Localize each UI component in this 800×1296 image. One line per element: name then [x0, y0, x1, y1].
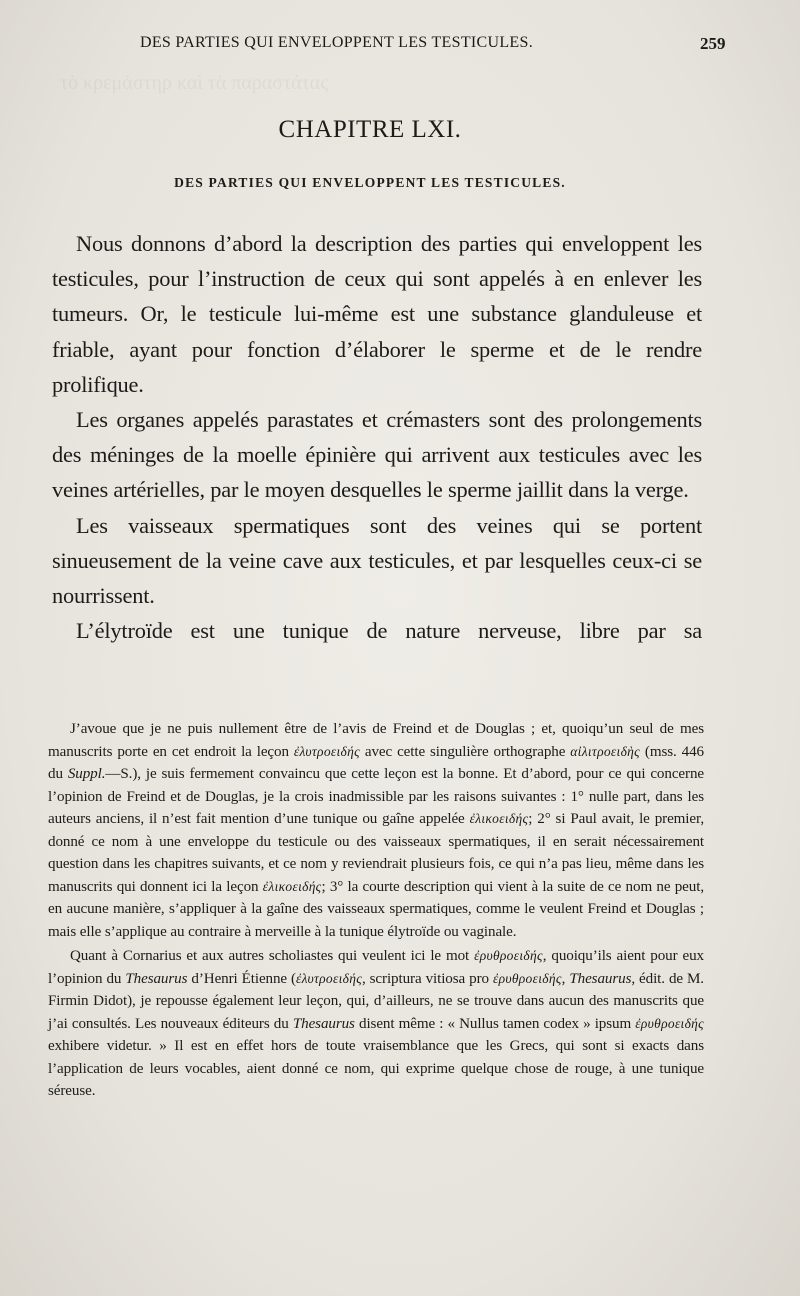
greek-word: ἐρυθροειδής: [635, 1015, 704, 1031]
footnote-paragraph-2: [48, 945, 704, 1103]
footnote-text: , quoiqu’ils aient pour eux l’opinion du: [48, 948, 704, 987]
footnote-paragraph-1: [48, 718, 704, 943]
suppl-abbrev: Suppl.: [67, 766, 106, 782]
footnote-text: Quant à Cornarius et aux autres scholiastes qui veulent ici le mot: [70, 948, 470, 964]
show-through-text: τὸ κρεμάστηρ καὶ τὰ παραστάτας: [60, 72, 328, 94]
footnote-text: J’avoue que je ne puis nullement être de l’avis de Freind et de Douglas ; et, quoiqu’un seul de mes manuscrits porte en cet endroit la leçon: [48, 721, 704, 760]
thesaurus-title: Thesaurus: [569, 970, 632, 987]
chapter-title: CHAPITRE LXI.: [278, 116, 462, 143]
greek-word: ἐρυθροειδής: [492, 970, 562, 986]
thesaurus-title: Thesaurus: [292, 1015, 355, 1032]
paragraph-spermatic-vessels: Les vaisseaux spermatiques sont des veines qui se portent sinueusement de la veine cave aux testicules, et par lesquelles ceux-ci se nourrissent.: [52, 512, 702, 609]
footnote-text: exhibere videtur. » Il est en effet hors de toute vraisemblance que les Grecs, qui sont si exacts dans l’application de leurs vocables, aient donné ce nom, qui exprime quelque chose de rouge, à une tunique séreuse.: [48, 1038, 704, 1099]
greek-word: ἐλικοειδής: [262, 878, 322, 894]
main-text: [52, 226, 702, 648]
footnote-text: , scriptura vitiosa pro: [361, 970, 489, 987]
footnote-text: ; 2° si Paul avait, le premier, donné ce nom à une enveloppe du testicule ou des vaisseaux spermatiques, il en serait nécessairement question dans les chapitres suivants, et ce nom y reviendrait plusieurs fois, ce qui n’a pas lieu, même dans les manuscrits qui donnent ici la leçon: [48, 811, 704, 895]
thesaurus-title: Thesaurus: [125, 970, 188, 987]
greek-word: αἰλιτροειδὴς: [570, 743, 640, 759]
footnote-text: avec cette singulière orthographe: [364, 743, 566, 760]
footnote: [48, 718, 704, 1103]
footnote-text: —S.), je suis fermement convaincu que cette leçon est la bonne. Et d’abord, pour ce qui concerne l’opinion de Freind et de Douglas, je la crois inadmissible par les raisons suivantes : 1° nulle part, dans les auteurs anciens, il n’est fait mention d’une tunique ou gaîne appelée: [48, 766, 704, 827]
paragraph-parastates: Les organes appelés parastates et crémasters sont des prolongements des méninges de la moelle épinière qui arrivent aux testicules avec les veines artérielles, par le moyen desquelles le sperme jaillit dans la verge.: [52, 407, 702, 503]
greek-word: ἐλυτροειδής: [295, 970, 362, 986]
running-head: DES PARTIES QUI ENVELOPPENT LES TESTICULES.: [140, 34, 534, 51]
footnote-text: ; 3° la courte description qui vient à la suite de ce nom ne peut, en aucune manière, s’appliquer à la gaîne des vaisseaux spermatiques, comme le veulent Freind et Douglas ; mais elle s’applique au contraire à merveille à la tunique élytroïde ou vaginale.: [48, 878, 704, 940]
greek-word: ἐρυθροειδής: [474, 948, 543, 963]
chapter-subtitle: DES PARTIES QUI ENVELOPPENT LES TESTICULES.: [174, 175, 566, 190]
greek-word: ἐλυτροειδής: [293, 743, 360, 759]
greek-word: ἐλικοειδής: [469, 811, 529, 826]
footnote-text: disent même : « Nullus tamen codex » ipsum: [359, 1015, 632, 1032]
paragraph-testicle: Nous donnons d’abord la description des parties qui enveloppent les testicules, pour l’instruction de ceux qui sont appelés à en enlever les tumeurs. Or, le testicule lui-même est une substance glanduleuse et friable, ayant pour fonction d’élaborer le sperme et de le rendre prolifique.: [52, 231, 702, 397]
footnote-text: (mss. 446 du: [48, 743, 704, 782]
page-number: 259: [700, 34, 726, 53]
paragraph-elytroide: L’élytroïde est une tunique de nature nerveuse, libre par sa: [76, 618, 702, 644]
footnote-text: ,: [561, 970, 566, 987]
footnote-text: d’Henri Étienne (: [191, 970, 296, 987]
footnote-text: , édit. de M. Firmin Didot), je repousse également leur leçon, qui, d’ailleurs, ne se trouve dans aucun des manuscrits que j’ai consultés. Les nouveaux éditeurs du: [48, 970, 704, 1032]
